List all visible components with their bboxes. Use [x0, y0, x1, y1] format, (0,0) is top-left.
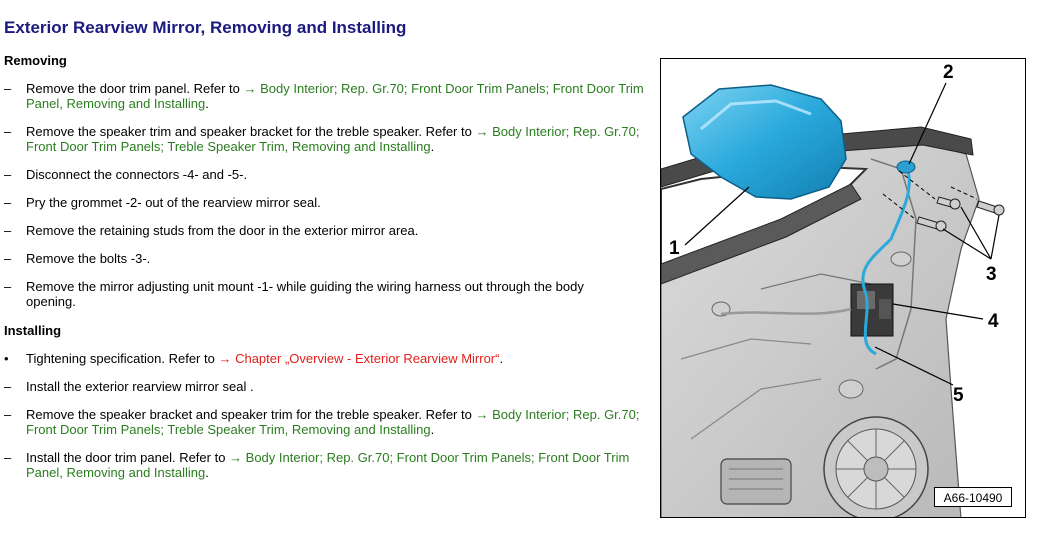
removing-step-1	[4, 81, 644, 111]
step-period: .	[430, 422, 435, 437]
body-interior-link[interactable]: → Body Interior; Rep. Gr.70; Front Door Trim Panels; Treble Speaker Trim, Removing and Installing	[26, 407, 640, 437]
body-interior-link[interactable]: → Body Interior; Rep. Gr.70; Front Door Trim Panels; Treble Speaker Trim, Removing and Installing	[26, 124, 640, 154]
step-text: Remove the bolts -3-.	[26, 251, 151, 266]
dash-marker: –	[4, 450, 12, 465]
page-title: Exterior Rearview Mirror, Removing and Installing	[4, 18, 407, 37]
installing-step-2	[4, 379, 644, 394]
figure-id-label: A66-10490	[934, 487, 1012, 507]
step-text: Remove the mirror adjusting unit mount -1- while guiding the wiring harness out through the body opening.	[26, 279, 584, 309]
step-text: Tightening specification. Refer to	[26, 351, 219, 366]
step-text: Install the door trim panel. Refer to	[26, 450, 230, 465]
body-interior-link[interactable]: → Body Interior; Rep. Gr.70; Front Door Trim Panels; Front Door Trim Panel, Removing and Installing	[26, 450, 630, 480]
step-text: Remove the speaker trim and speaker bracket for the treble speaker. Refer to	[26, 124, 476, 139]
callout-4: 4	[988, 311, 999, 332]
removing-step-4	[4, 195, 644, 210]
dash-marker: –	[4, 124, 12, 139]
installing-heading: Installing	[4, 323, 62, 338]
callout-2: 2	[943, 62, 954, 83]
installing-step-3	[4, 407, 644, 437]
dash-marker: –	[4, 195, 12, 210]
step-text: Disconnect the connectors -4- and -5-.	[26, 167, 248, 182]
dash-marker: –	[4, 167, 12, 182]
body-interior-link[interactable]: → Body Interior; Rep. Gr.70; Front Door Trim Panels; Front Door Trim Panel, Removing and Installing	[26, 81, 644, 111]
dash-marker: –	[4, 223, 12, 238]
dash-marker: –	[4, 251, 12, 266]
step-text: Remove the speaker bracket and speaker trim for the treble speaker. Refer to	[26, 407, 476, 422]
step-text: Pry the grommet -2- out of the rearview mirror seal.	[26, 195, 321, 210]
chapter-overview-link[interactable]: → Chapter „Overview - Exterior Rearview Mirror“	[218, 351, 500, 366]
door-illustration	[661, 59, 1026, 518]
installing-step-1	[4, 351, 644, 366]
step-period: .	[499, 351, 504, 366]
step-period: .	[205, 465, 209, 480]
dash-marker: –	[4, 407, 12, 422]
removing-step-3	[4, 167, 644, 182]
bullet-marker: •	[4, 351, 9, 366]
removing-step-6	[4, 251, 644, 266]
removing-step-5	[4, 223, 644, 238]
callout-3: 3	[986, 264, 997, 285]
step-period: .	[205, 96, 209, 111]
mirror-diagram	[660, 58, 1026, 518]
callout-5: 5	[953, 385, 964, 406]
dash-marker: –	[4, 81, 12, 96]
callout-1: 1	[669, 238, 680, 259]
dash-marker: –	[4, 279, 12, 294]
removing-step-7	[4, 279, 624, 309]
installing-step-4	[4, 450, 644, 480]
removing-step-2	[4, 124, 644, 154]
removing-heading: Removing	[4, 53, 67, 68]
step-text: Remove the door trim panel. Refer to	[26, 81, 244, 96]
step-text: Install the exterior rearview mirror seal .	[26, 379, 254, 394]
step-text: Remove the retaining studs from the door in the exterior mirror area.	[26, 223, 419, 238]
dash-marker: –	[4, 379, 12, 394]
step-period: .	[430, 139, 435, 154]
